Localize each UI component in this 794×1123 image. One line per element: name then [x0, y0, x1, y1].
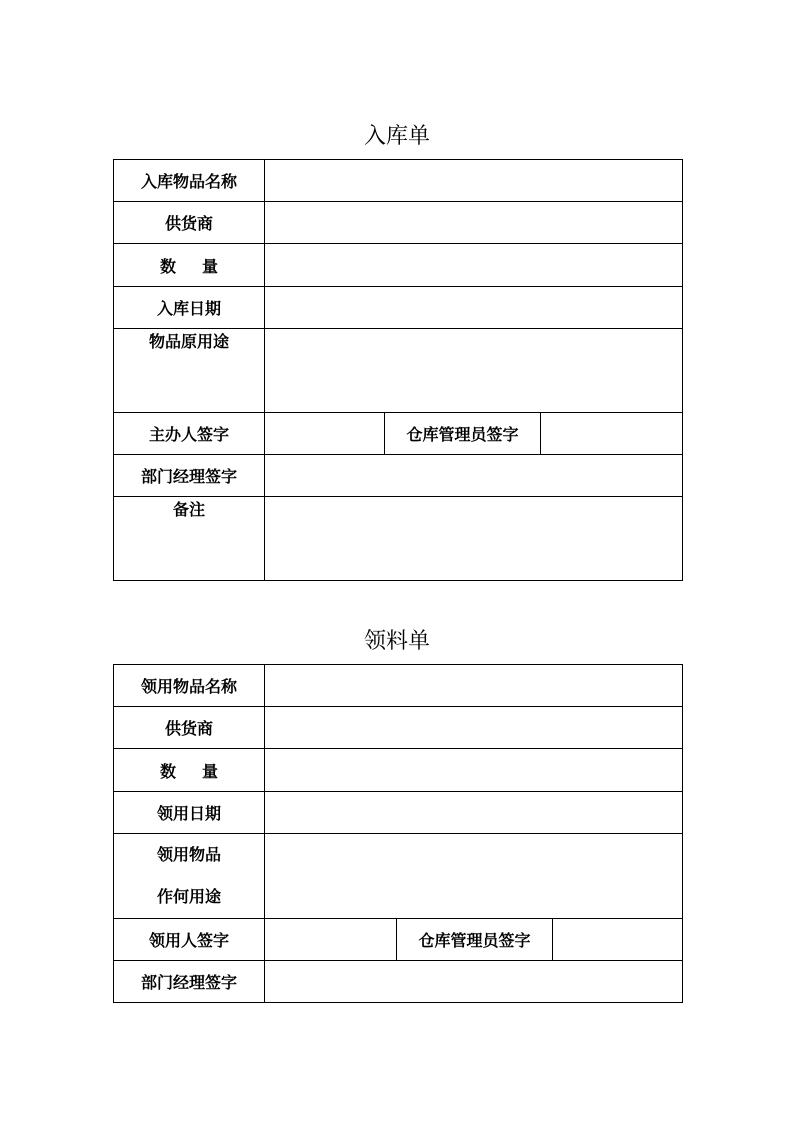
manager-signature-field[interactable]	[265, 455, 683, 497]
table-row	[114, 329, 683, 413]
quantity-label	[114, 244, 265, 287]
requisition-form-table	[113, 664, 683, 1003]
requisition-date-field[interactable]	[265, 792, 683, 834]
manager-signature-label: 部门经理签字	[114, 455, 265, 497]
table-row	[114, 287, 683, 329]
quantity-label-part-1: 数	[159, 256, 176, 276]
requisition-form-title: 领料单	[363, 629, 430, 654]
table-row	[114, 202, 683, 244]
supplier-field[interactable]	[265, 202, 683, 244]
item-name-label: 入库物品名称	[114, 160, 265, 202]
table-row	[114, 707, 683, 749]
table-row	[114, 497, 683, 581]
supplier-label: 供货商	[114, 707, 265, 749]
table-row	[114, 792, 683, 834]
warehouse-signature-label: 仓库管理员签字	[385, 413, 541, 455]
manager-signature-field[interactable]	[265, 961, 683, 1003]
table-row	[114, 244, 683, 287]
quantity-field[interactable]	[265, 749, 683, 792]
original-use-field[interactable]	[265, 329, 683, 413]
quantity-label-part-2: 量	[202, 761, 219, 781]
manager-signature-label: 部门经理签字	[114, 961, 265, 1003]
item-name-label: 领用物品名称	[114, 665, 265, 707]
table-row	[114, 919, 683, 961]
warehouse-signature-label: 仓库管理员签字	[397, 919, 553, 961]
requisition-date-label: 领用日期	[114, 792, 265, 834]
table-row	[114, 160, 683, 202]
purpose-field[interactable]	[265, 834, 683, 919]
original-use-label: 物品原用途	[114, 329, 265, 413]
table-row	[114, 413, 683, 455]
table-row	[114, 455, 683, 497]
warehouse-signature-field[interactable]	[541, 413, 683, 455]
receiver-signature-label: 领用人签字	[114, 919, 265, 961]
table-row	[114, 665, 683, 707]
handler-signature-field[interactable]	[265, 413, 385, 455]
warehouse-signature-field[interactable]	[553, 919, 683, 961]
table-row	[114, 749, 683, 792]
purpose-label	[114, 834, 265, 919]
receiver-signature-field[interactable]	[265, 919, 397, 961]
quantity-label	[114, 749, 265, 792]
quantity-label-part-1: 数	[159, 761, 176, 781]
remarks-field[interactable]	[265, 497, 683, 581]
purpose-label-line-2: 作何用途	[156, 887, 221, 906]
supplier-label: 供货商	[114, 202, 265, 244]
quantity-field[interactable]	[265, 244, 683, 287]
quantity-label-part-2: 量	[202, 256, 219, 276]
item-name-field[interactable]	[265, 160, 683, 202]
inbound-date-field[interactable]	[265, 287, 683, 329]
inbound-date-label: 入库日期	[114, 287, 265, 329]
purpose-label-line-1: 领用物品	[156, 845, 221, 864]
table-row	[114, 834, 683, 919]
inbound-form-title: 入库单	[363, 124, 430, 149]
remarks-label: 备注	[114, 497, 265, 581]
supplier-field[interactable]	[265, 707, 683, 749]
item-name-field[interactable]	[265, 665, 683, 707]
table-row	[114, 961, 683, 1003]
handler-signature-label: 主办人签字	[114, 413, 265, 455]
inbound-form-table	[113, 159, 683, 581]
